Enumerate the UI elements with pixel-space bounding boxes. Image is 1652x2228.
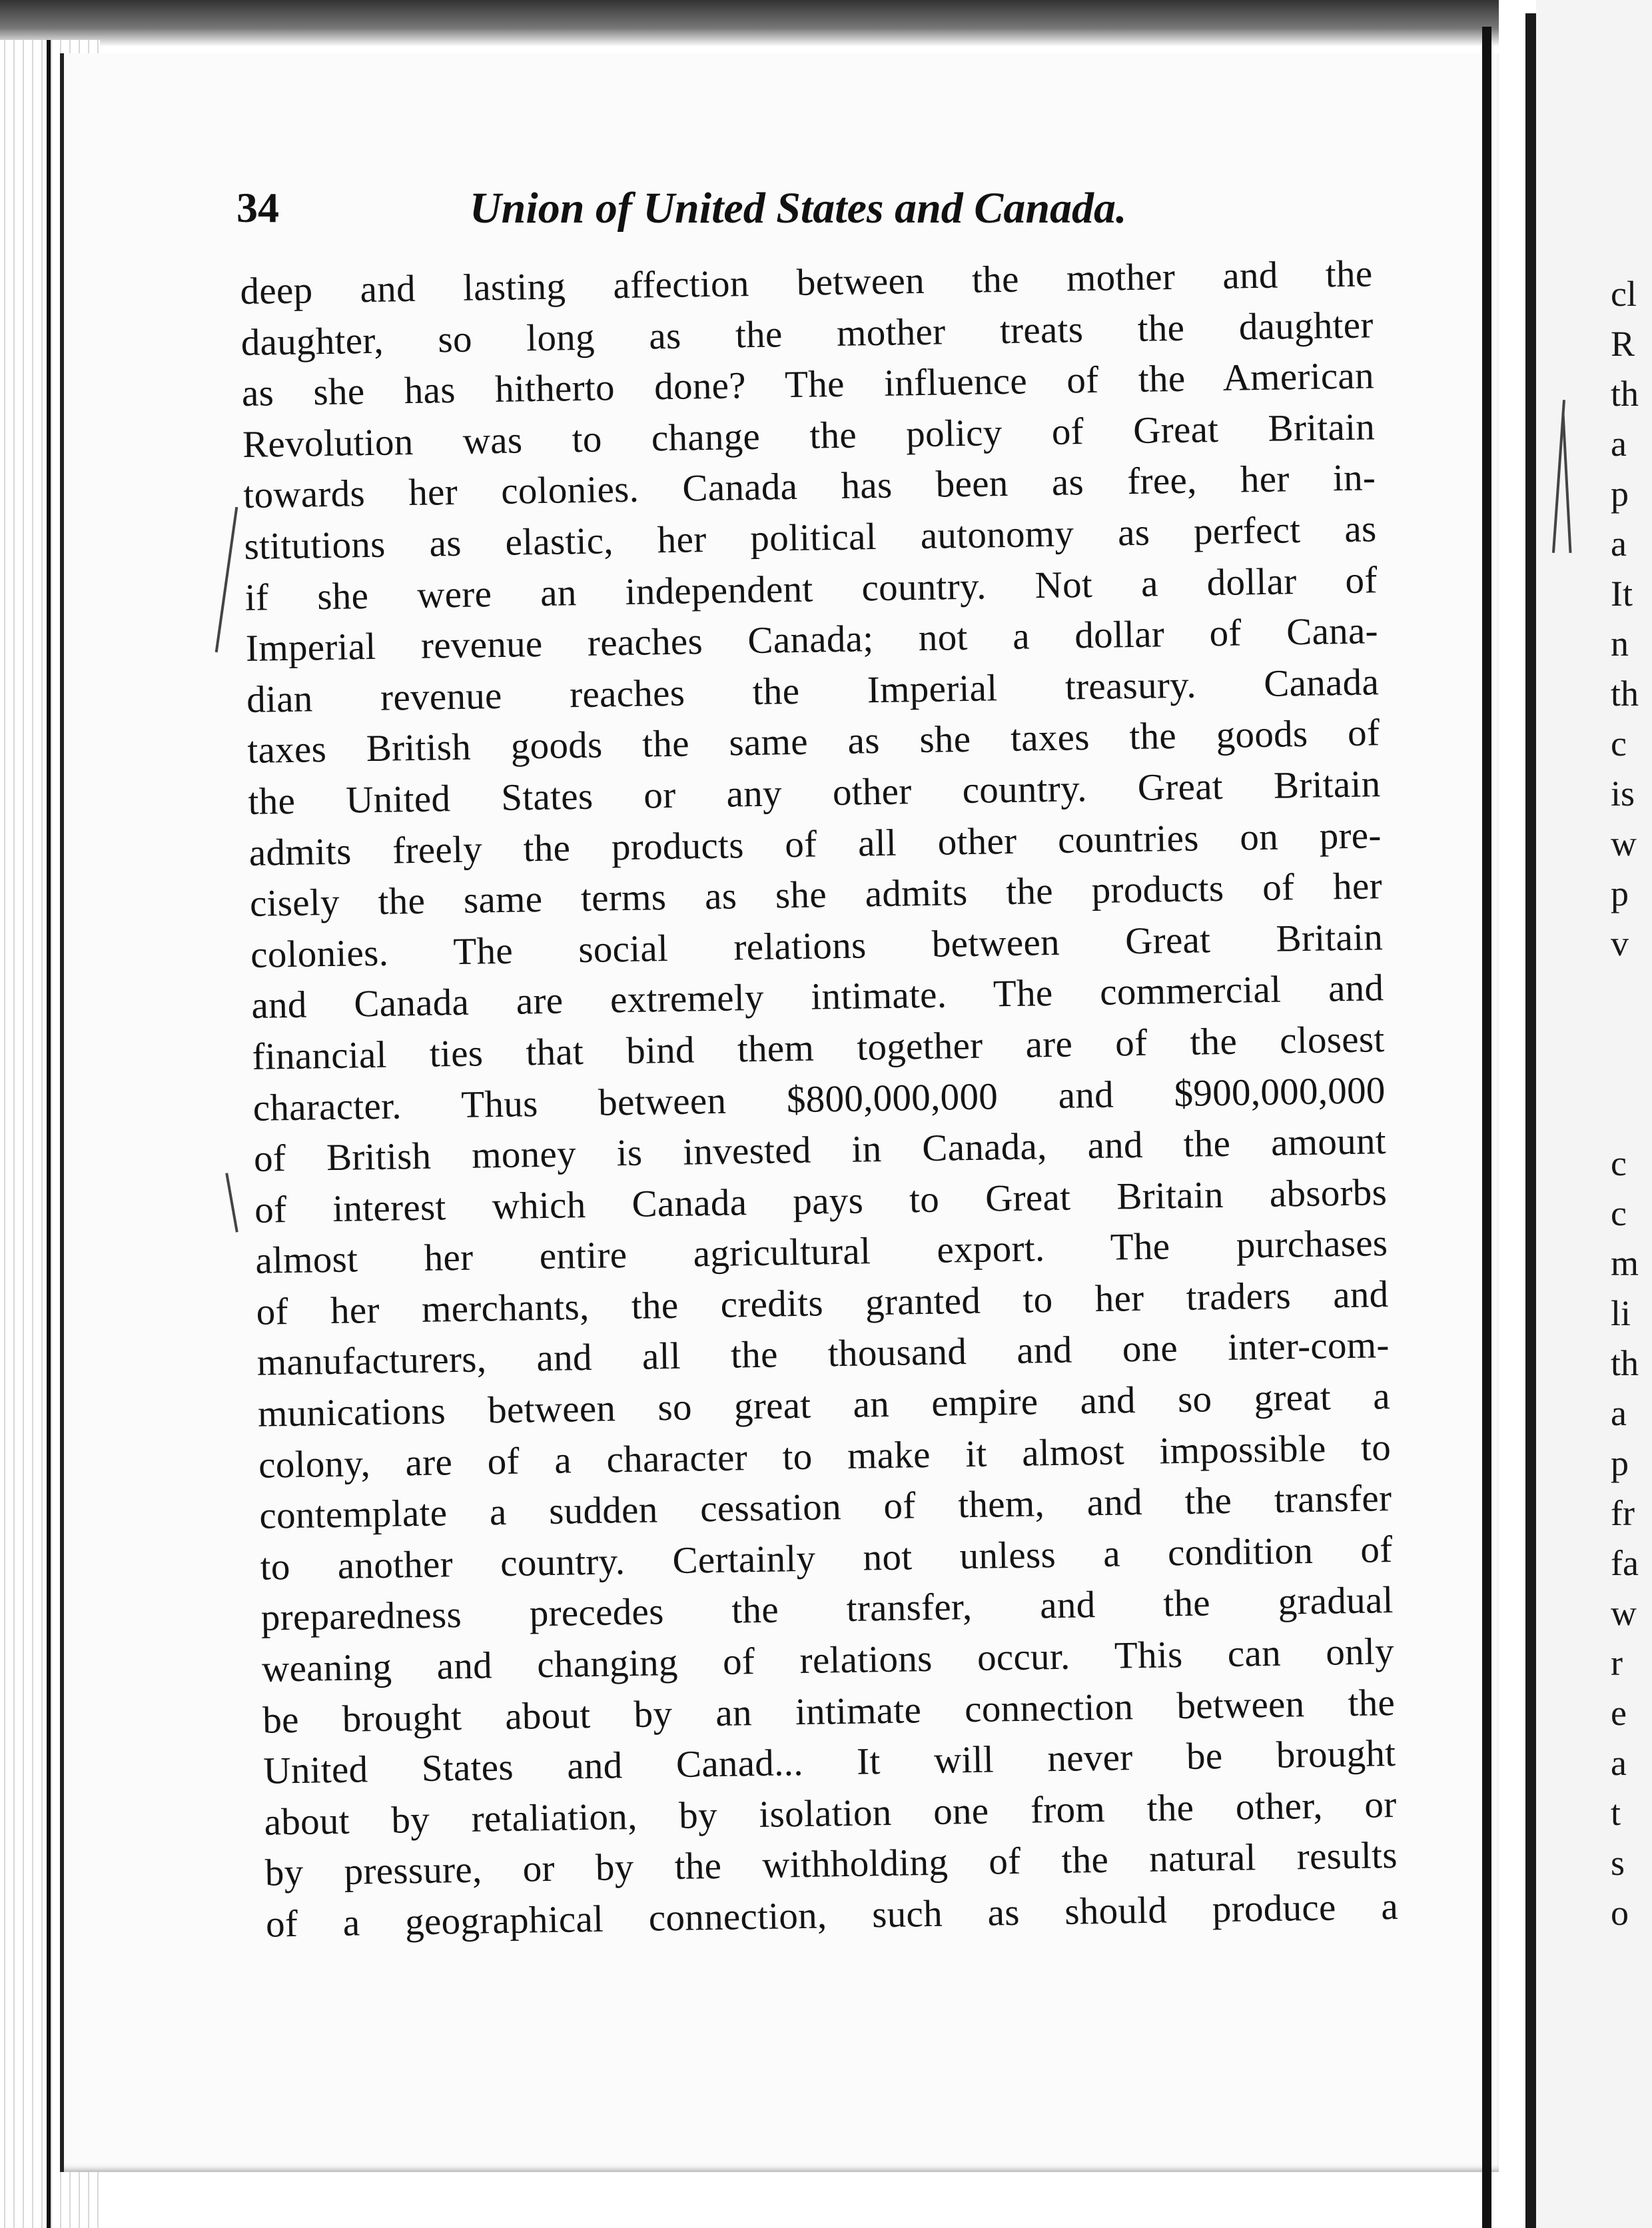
facing-page-fragment: fr	[1611, 1493, 1635, 1533]
book-gutter	[1482, 27, 1491, 2228]
facing-page-fragment: o	[1611, 1893, 1629, 1933]
facing-page-fragment: fa	[1611, 1543, 1639, 1583]
text-line: dian revenue reaches the Imperial treasury. Canada	[246, 660, 1380, 721]
facing-page-fragment: c	[1611, 1193, 1627, 1233]
text-line: be brought about by an intimate connection between the	[262, 1681, 1396, 1742]
running-title: Union of United States and Canada.	[470, 184, 1127, 233]
facing-page-fragment: c	[1611, 724, 1627, 764]
text-line: daughter, so long as the mother treats the daughter	[240, 303, 1374, 364]
text-line: manufacturers, and all the thousand and one inter-com-	[256, 1324, 1390, 1385]
text-line: contemplate a sudden cessation of them, and the transfer	[258, 1477, 1392, 1538]
facing-page-fragment: p	[1611, 873, 1629, 913]
facing-page-fragment: a	[1611, 1743, 1627, 1783]
body-text	[240, 249, 1398, 1950]
text-line: Revolution was to change the policy of Great Britain	[242, 406, 1376, 466]
text-line: weaning and changing of relations occur. This can only	[261, 1630, 1395, 1690]
text-line: by pressure, or by the withholding of the natural results	[264, 1834, 1398, 1895]
text-line: United States and Canad... It will never be brought	[262, 1732, 1396, 1792]
text-line: about by retaliation, by isolation one from the other, or	[264, 1783, 1397, 1844]
facing-page-fragment: n	[1611, 624, 1629, 664]
book-edge-line	[47, 40, 51, 2228]
text-line: almost her entire agricultural export. The purchases	[254, 1222, 1388, 1283]
text-line: as she has hitherto done? The influence of the American	[241, 354, 1375, 415]
book-gutter-shadow	[1525, 13, 1536, 2228]
top-shadow	[0, 0, 1499, 47]
facing-page-fragment: r	[1611, 1643, 1623, 1683]
text-line: towards her colonies. Canada has been as free, her in-	[242, 456, 1376, 517]
page-number: 34	[236, 184, 279, 231]
facing-page-fragment: It	[1611, 574, 1633, 614]
text-line: stitutions as elastic, her political autonomy as perfect as	[244, 508, 1377, 568]
facing-page-fragment: m	[1611, 1243, 1639, 1283]
facing-page-fragment: cl	[1611, 274, 1637, 314]
text-line: cisely the same terms as she admits the products of her	[249, 865, 1383, 925]
facing-page-fragment: is	[1611, 774, 1635, 814]
text-line: admits freely the products of all other countries on pre-	[248, 814, 1382, 874]
facing-page-fragment: a	[1611, 1393, 1627, 1433]
text-line: if she were an independent country. Not a dollar of	[244, 558, 1378, 619]
facing-page-fragment: p	[1611, 474, 1629, 514]
text-line: of interest which Canada pays to Great Britain absorbs	[254, 1171, 1388, 1231]
facing-page-fragment: a	[1611, 424, 1627, 464]
facing-page-fragment: R	[1611, 324, 1635, 364]
text-line: and Canada are extremely intimate. The commercial and	[250, 967, 1384, 1027]
facing-page-fragment: c	[1611, 1143, 1627, 1183]
text-line: to another country. Certainly not unless a condition of	[260, 1528, 1393, 1588]
facing-page-fragment: th	[1611, 374, 1639, 414]
facing-page-fragment: th	[1611, 1343, 1639, 1383]
text-line: of a geographical connection, such as should produce a	[265, 1885, 1399, 1946]
text-line: deep and lasting affection between the mother and the	[240, 253, 1373, 312]
text-line: taxes British goods the same as she taxes the goods of	[246, 712, 1380, 772]
facing-page-fragment: li	[1611, 1293, 1631, 1333]
text-line: financial ties that bind them together are of the closest	[252, 1018, 1385, 1078]
facing-page-fragment: t	[1611, 1793, 1621, 1833]
text-line: the United States or any other country. Great Britain	[248, 763, 1381, 823]
text-line: Imperial revenue reaches Canada; not a dollar of Cana-	[245, 610, 1379, 670]
text-line: colonies. The social relations between Great Britain	[250, 915, 1384, 976]
text-line: munications between so great an empire and so great a	[257, 1375, 1391, 1435]
text-line: colony, are of a character to make it almost impossible to	[258, 1426, 1392, 1486]
text-line: of her merchants, the credits granted to her traders and	[256, 1273, 1389, 1333]
text-line: of British money is invested in Canada, and the amount	[253, 1120, 1387, 1180]
facing-page-fragment: a	[1611, 524, 1627, 564]
facing-page-fragment: w	[1611, 824, 1637, 863]
facing-page-fragment: s	[1611, 1843, 1625, 1883]
page-header	[236, 183, 1362, 243]
text-line: preparedness precedes the transfer, and the gradual	[260, 1579, 1394, 1640]
facing-page-fragment: e	[1611, 1693, 1627, 1733]
facing-page-fragment: p	[1611, 1443, 1629, 1483]
facing-page-fragment: th	[1611, 674, 1639, 714]
facing-page-fragment: w	[1611, 1593, 1637, 1633]
text-line: character. Thus between $800,000,000 and $900,000,000	[252, 1069, 1386, 1129]
facing-page-fragment: v	[1611, 923, 1629, 963]
